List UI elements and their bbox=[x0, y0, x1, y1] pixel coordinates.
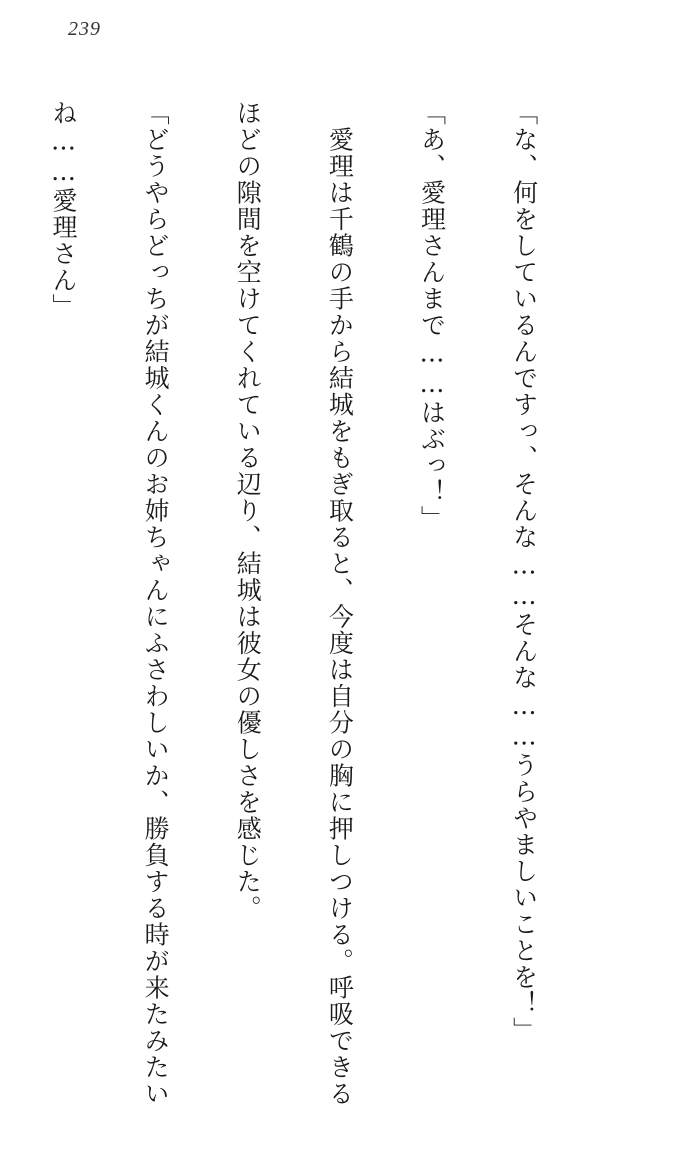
text-line: 「あ、愛理さんまで……はぶっ！」 bbox=[417, 100, 447, 532]
text-line: 愛理は千鶴の手から結城をもぎ取ると、今度は自分の胸に押しつける。呼吸できる bbox=[325, 100, 355, 1107]
text-line: ほどの隙間を空けてくれている辺り、結城は彼女の優しさを感じた。 bbox=[233, 100, 263, 922]
text-line: 「どうやらどっちが結城くんのお姉ちゃんにふさわしいか、勝負する時が来たみたい bbox=[141, 100, 171, 1107]
vertical-text-block bbox=[0, 100, 600, 1107]
text-line: 「な、何をしているんですっ、そんな……そんな……うらやましいことを！」 bbox=[509, 100, 539, 1044]
page-number: 239 bbox=[68, 18, 101, 40]
text-line: ね……愛理さん」 bbox=[49, 100, 79, 320]
